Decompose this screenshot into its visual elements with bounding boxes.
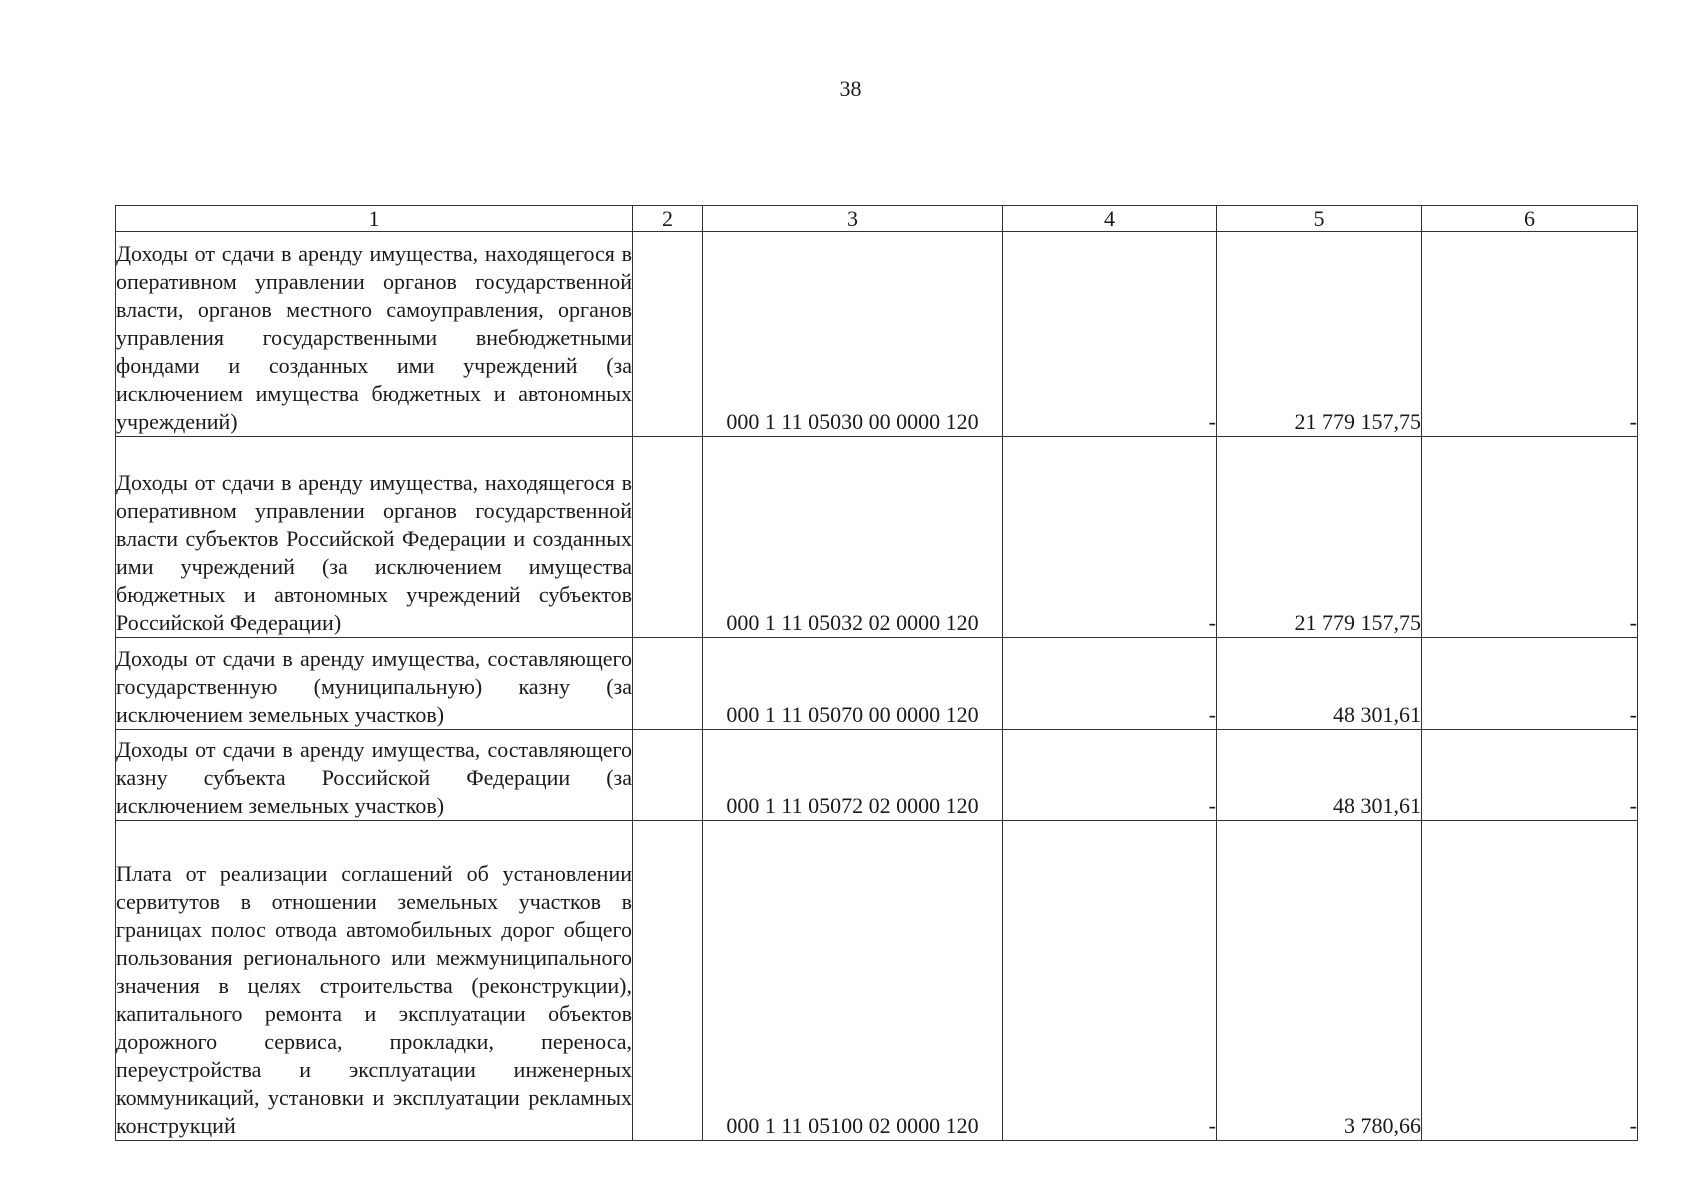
table-row [116,821,1638,1141]
table-row [116,638,1638,730]
row-col4: - [1003,232,1217,437]
header-row [116,206,1638,232]
header-cell-6: 6 [1422,206,1638,232]
row-amount: 48 301,61 [1217,730,1422,821]
page-number: 38 [839,76,862,101]
header-cell-1: 1 [116,206,633,232]
row-col6: - [1422,437,1638,638]
row-col2 [633,232,703,437]
row-budget-code: 000 1 11 05030 00 0000 120 [703,232,1003,437]
row-col2 [633,437,703,638]
row-budget-code: 000 1 11 05032 02 0000 120 [703,437,1003,638]
row-description: Плата от реализации соглашений об установлении сервитутов в отношении земельных участков в границах полос отвода автомобильных дорог общего пользования регионального или межмуниципального значения в целях строительства (реконструкции), капитального ремонта и эксплуатации объектов дорожного сервиса, прокладки, переноса, переустройства и эксплуатации инженерных коммуникаций, установки и эксплуатации рекламных конструкций [116,821,633,1141]
row-amount: 3 780,66 [1217,821,1422,1141]
row-description: Доходы от сдачи в аренду имущества, составляющего казну субъекта Российской Федерации (за исключением земельных участков) [116,730,633,821]
table-row [116,730,1638,821]
header-cell-5: 5 [1217,206,1422,232]
row-budget-code: 000 1 11 05070 00 0000 120 [703,638,1003,730]
row-col2 [633,821,703,1141]
header-cell-3: 3 [703,206,1003,232]
row-budget-code: 000 1 11 05072 02 0000 120 [703,730,1003,821]
header-cell-2: 2 [633,206,703,232]
row-amount: 21 779 157,75 [1217,232,1422,437]
row-amount: 21 779 157,75 [1217,437,1422,638]
row-col2 [633,638,703,730]
row-description: Доходы от сдачи в аренду имущества, находящегося в оперативном управлении органов государственной власти субъектов Российской Федерации и созданных ими учреждений (за исключением имущества бюджетных и автономных учреждений субъектов Российской Федерации) [116,437,633,638]
revenue-table [115,205,1638,1141]
row-description: Доходы от сдачи в аренду имущества, находящегося в оперативном управлении органов государственной власти, органов местного самоуправления, органов управления государственными внебюджетными фондами и созданных ими учреждений (за исключением имущества бюджетных и автономных учреждений) [116,232,633,437]
table-row [116,437,1638,638]
table-row [116,232,1638,437]
row-col6: - [1422,730,1638,821]
row-col4: - [1003,821,1217,1141]
row-budget-code: 000 1 11 05100 02 0000 120 [703,821,1003,1141]
row-col6: - [1422,821,1638,1141]
row-col2 [633,730,703,821]
row-amount: 48 301,61 [1217,638,1422,730]
row-description: Доходы от сдачи в аренду имущества, составляющего государственную (муниципальную) казну (за исключением земельных участков) [116,638,633,730]
header-cell-4: 4 [1003,206,1217,232]
row-col6: - [1422,232,1638,437]
row-col4: - [1003,437,1217,638]
row-col4: - [1003,730,1217,821]
row-col4: - [1003,638,1217,730]
row-col6: - [1422,638,1638,730]
